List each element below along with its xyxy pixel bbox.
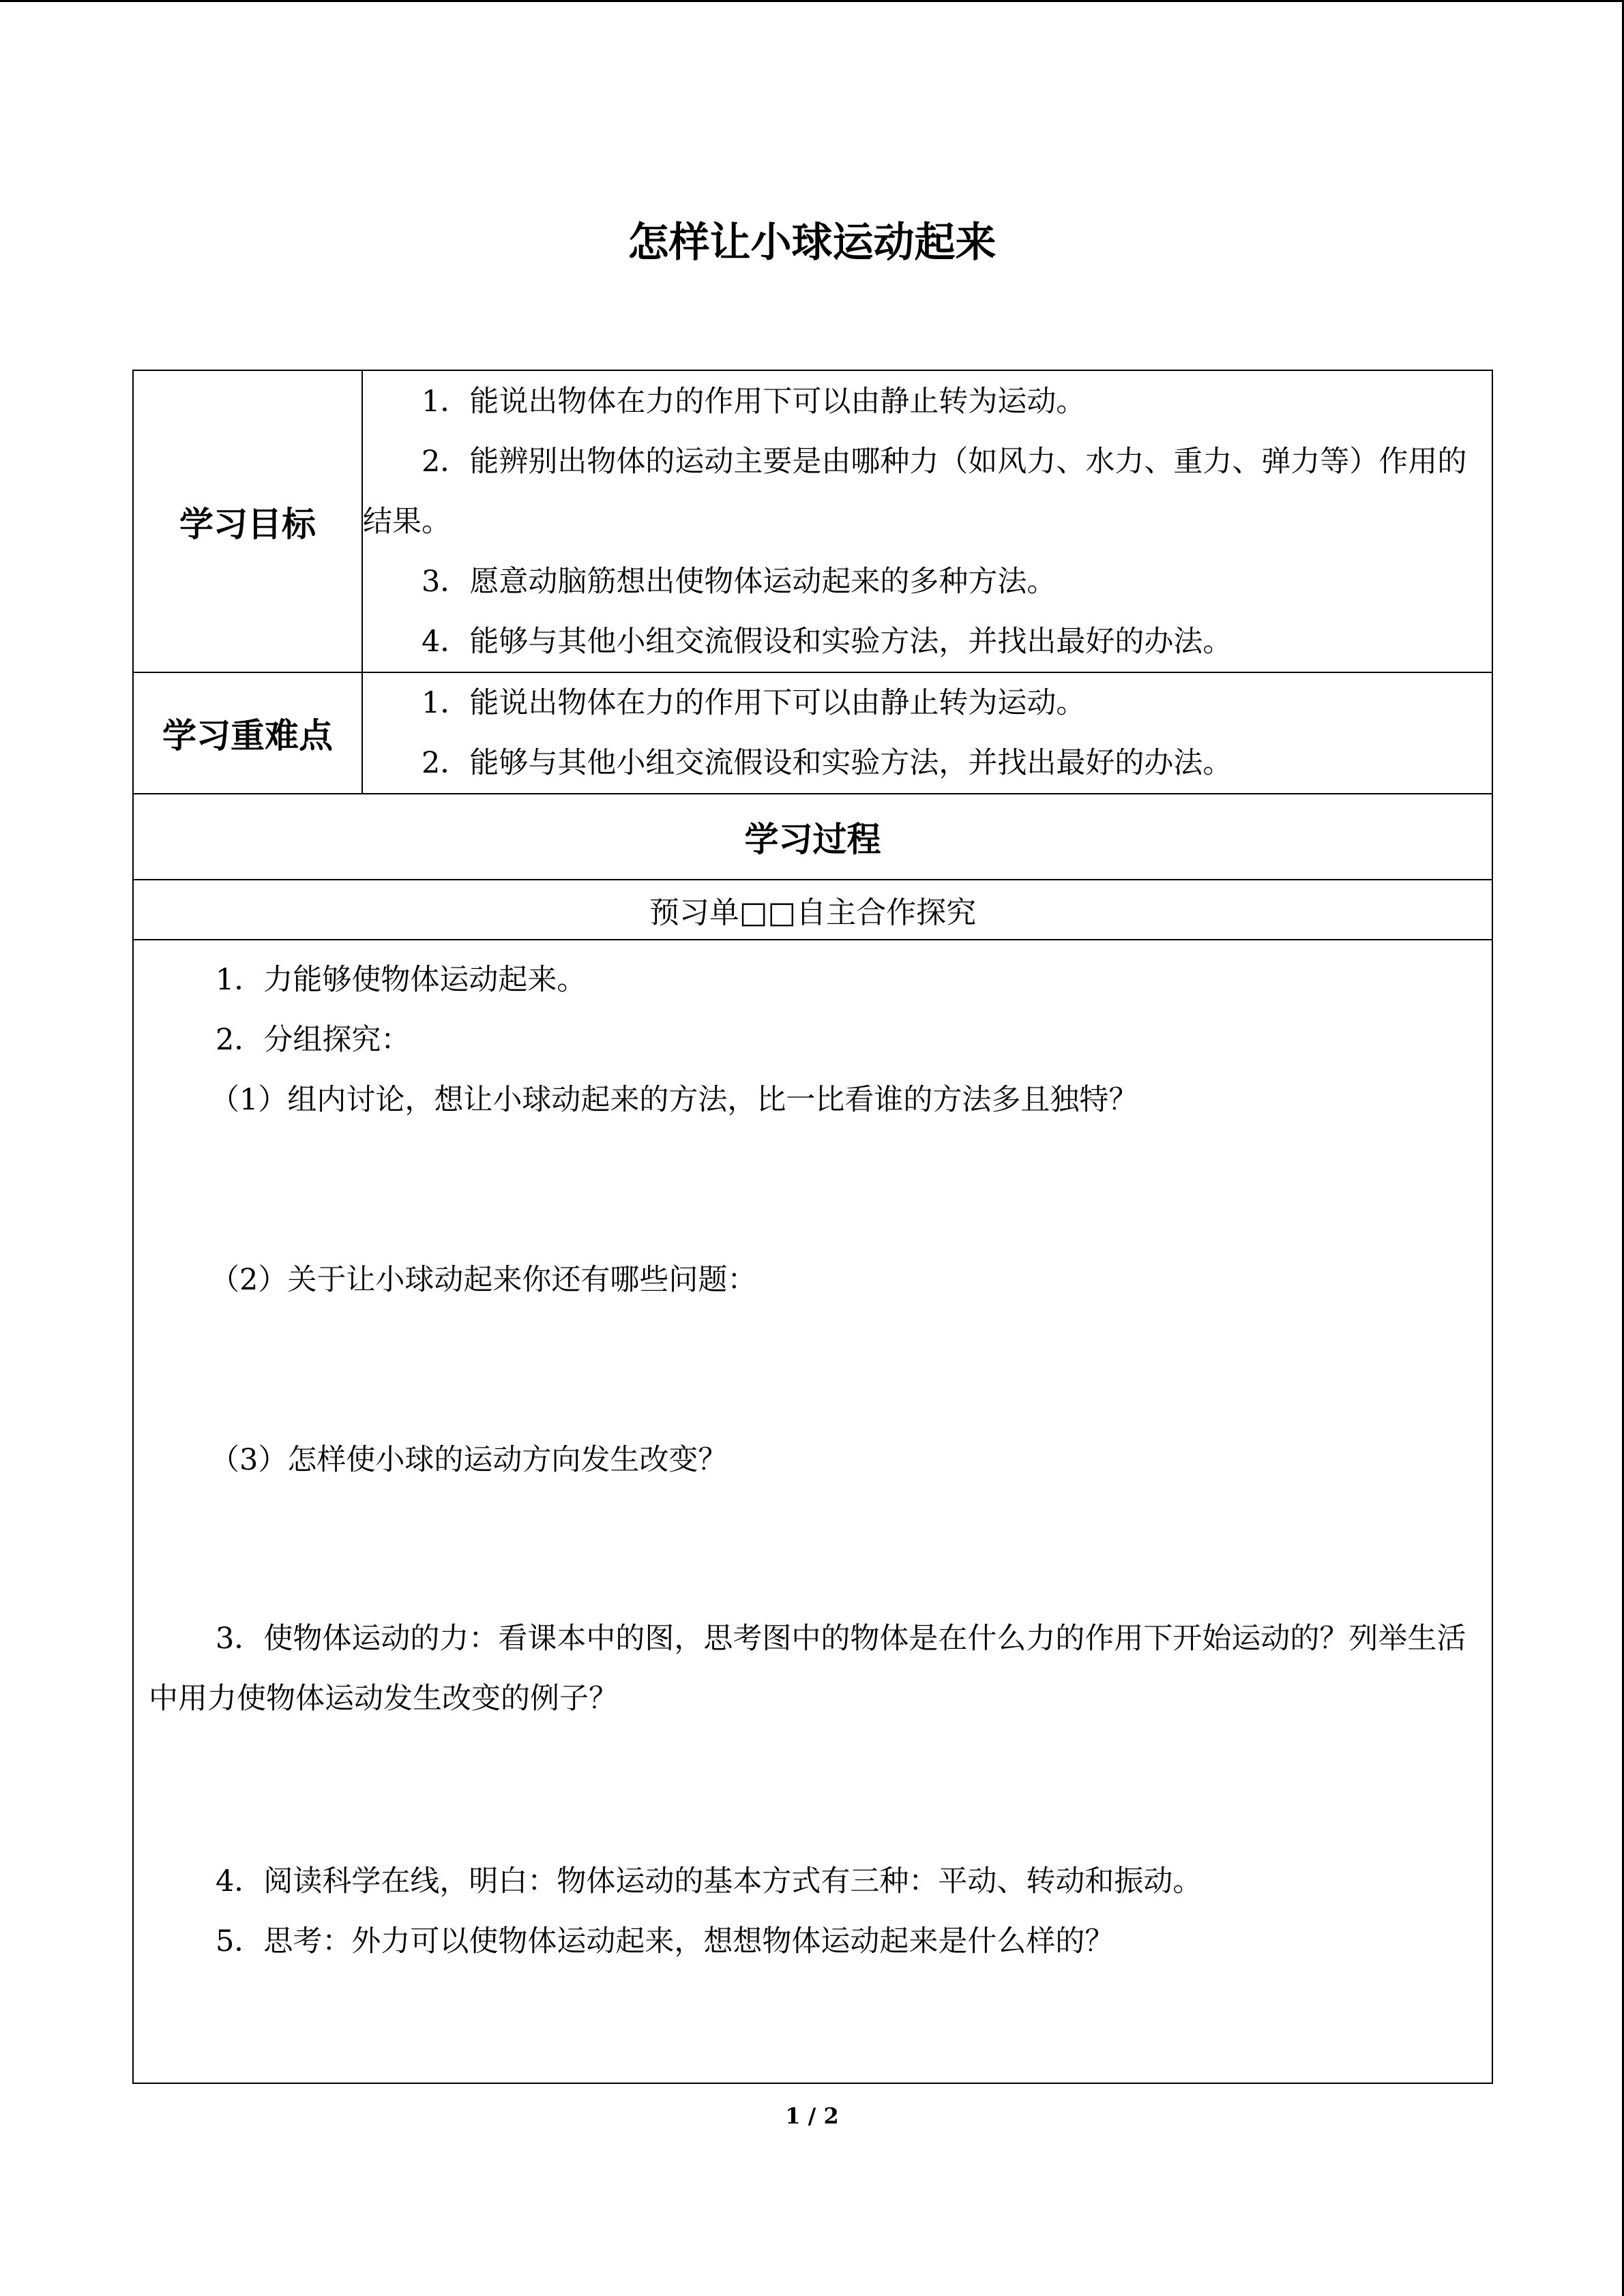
objective-item: 3．愿意动脑筋想出使物体运动起来的多种方法。 xyxy=(422,564,1057,599)
objectives-content xyxy=(362,370,1492,672)
objective-item: 4．能够与其他小组交流假设和实验方法，并找出最好的办法。 xyxy=(422,624,1232,659)
key-points-content xyxy=(362,672,1492,794)
answer-space xyxy=(149,1729,1477,1851)
objective-item: 2．能辨别出物体的运动主要是由哪种力（如风力、水力、重力、弹力等）作用的结果。 xyxy=(363,444,1467,539)
objectives-row xyxy=(133,370,1492,672)
document-title: 怎样让小球运动起来 xyxy=(628,219,996,267)
key-points-row xyxy=(133,672,1492,794)
key-points-label: 学习重难点 xyxy=(133,672,362,794)
process-content-row xyxy=(133,940,1492,2083)
page-number: 1 / 2 xyxy=(785,2103,839,2129)
process-item: 3．使物体运动的力：看课本中的图，思考图中的物体是在什么力的作用下开始运动的？列举生活中用力使物体运动发生改变的例子？ xyxy=(149,1622,1466,1716)
answer-space xyxy=(149,1310,1477,1430)
key-point-item: 1．能说出物体在力的作用下可以由静止转为运动。 xyxy=(422,686,1086,720)
process-item: 5．思考：外力可以使物体运动起来，想想物体运动起来是什么样的？ xyxy=(216,1924,1114,1958)
key-point-item: 2．能够与其他小组交流假设和实验方法，并找出最好的办法。 xyxy=(422,746,1232,780)
process-subitem: （2）关于让小球动起来你还有哪些问题： xyxy=(210,1263,757,1297)
process-subitem: （3）怎样使小球的运动方向发生改变？ xyxy=(210,1443,728,1477)
process-item: 4．阅读科学在线，明白：物体运动的基本方式有三种：平动、转动和振动。 xyxy=(216,1864,1202,1898)
process-subitem: （1）组内讨论，想让小球动起来的方法，比一比看谁的方法多且独特？ xyxy=(210,1083,1138,1117)
objective-item: 1．能说出物体在力的作用下可以由静止转为运动。 xyxy=(422,384,1086,419)
process-subheading: 预习单□□自主合作探究 xyxy=(133,880,1492,940)
process-item: 1．力能够使物体运动起来。 xyxy=(216,963,587,997)
worksheet-table xyxy=(132,370,1493,2084)
process-content xyxy=(133,940,1492,2083)
process-heading: 学习过程 xyxy=(133,794,1492,880)
answer-space xyxy=(149,1130,1477,1250)
process-item: 2．分组探究： xyxy=(216,1023,411,1057)
process-subheading-row xyxy=(133,880,1492,940)
objectives-label: 学习目标 xyxy=(133,370,362,672)
process-heading-row xyxy=(133,794,1492,880)
answer-space xyxy=(149,1490,1477,1609)
